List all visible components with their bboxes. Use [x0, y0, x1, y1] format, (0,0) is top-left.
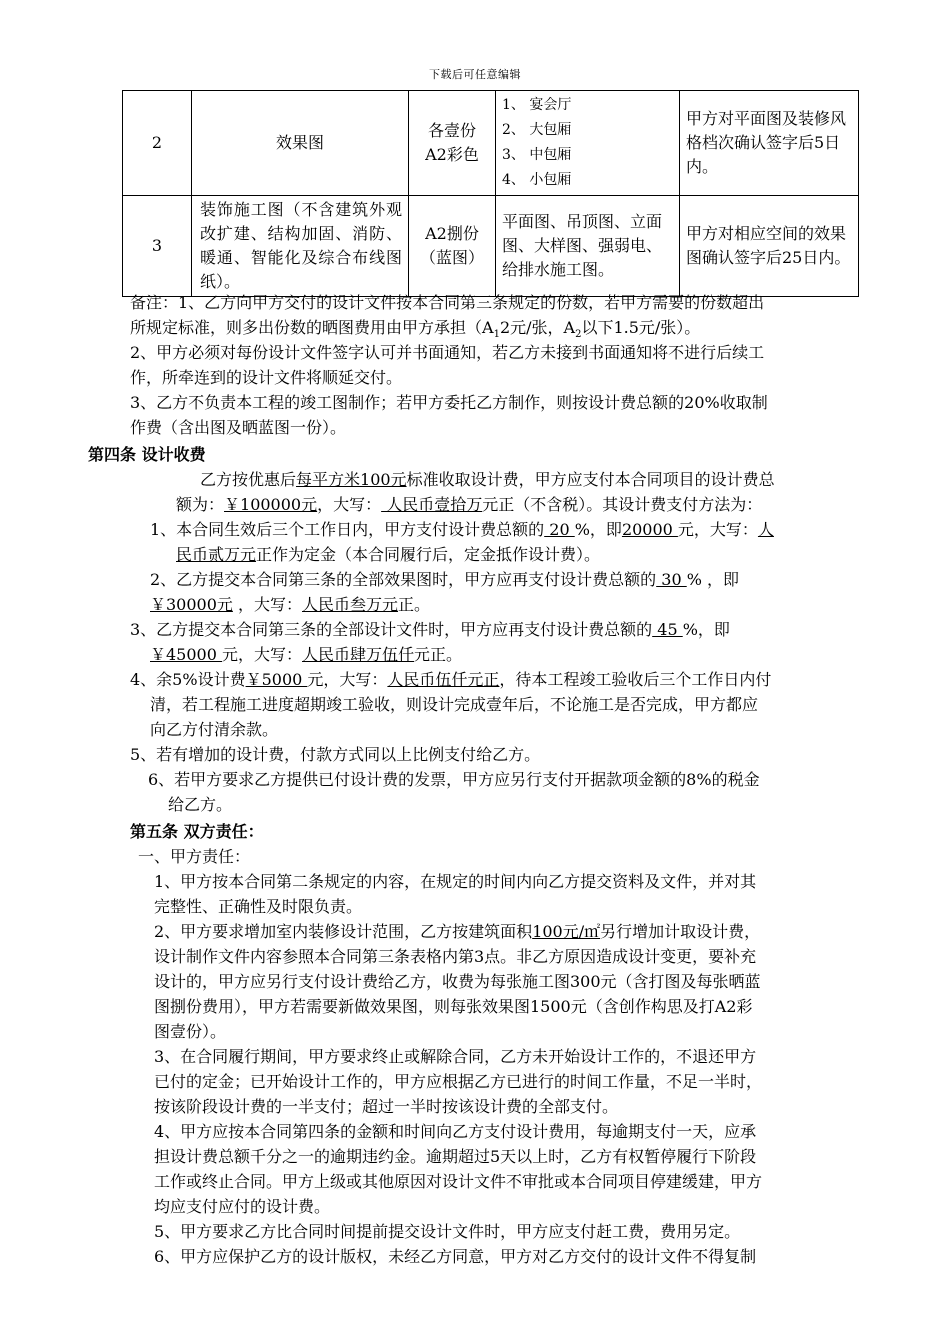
content-item: 1、 宴会厅 — [502, 97, 572, 113]
duty-line: 6、甲方应保护乙方的设计版权，未经乙方同意，甲方对乙方交付的设计文件不得复制 — [154, 1247, 757, 1266]
duty-line: 设计的，甲方应另行支付设计费给乙方，收费为每张施工图300元（含打图及每张晒蓝 — [154, 972, 761, 991]
duty-line: 4、甲方应按本合同第四条的金额和时间向乙方支付设计费用，每逾期支付一天，应承 — [154, 1122, 757, 1141]
row-number: 3 — [123, 196, 192, 297]
deliverable-name: 效果图 — [192, 91, 409, 196]
duty-line: 1、甲方按本合同第二条规定的内容，在规定的时间内向乙方提交资料及文件，并对其 — [154, 872, 757, 891]
table-row — [123, 91, 859, 196]
page-header-note: 下载后可任意编辑 — [429, 68, 521, 81]
payment-item: 6、若甲方要求乙方提供已付设计费的发票，甲方应另行支付开据款项金额的8%的税金 — [148, 770, 760, 789]
deadline-cell: 甲方对平面图及装修风格档次确认签字后5日内。 — [680, 91, 859, 196]
duty-line: 按该阶段设计费的一半支付；超过一半时按该设计费的全部支付。 — [154, 1097, 619, 1116]
payment-item: ￥30000元 ，大写：人民币叁万元正。 — [150, 595, 431, 614]
payment-item: 民币贰万元正作为定金（本合同履行后，定金抵作设计费）。 — [176, 545, 601, 564]
row-number: 2 — [123, 91, 192, 196]
remark-line: 所规定标准，则多出份数的晒图费用由甲方承担（$A_12$元/张，$A_2$以下1.5元/张）。 — [130, 318, 701, 341]
payment-item: 向乙方付清余款。 — [150, 720, 279, 739]
section-heading: 一、甲方责任： — [138, 847, 251, 866]
remark-line: 2、甲方必须对每份设计文件签字认可并书面通知，若乙方未接到书面通知将不进行后续工 — [130, 343, 765, 362]
duty-line: 担设计费总额千分之一的逾期违约金。逾期超过5天以上时，乙方有权暂停履行下阶段 — [154, 1147, 757, 1166]
quantity-cell: 各壹份 A2彩色 — [409, 91, 496, 196]
duty-line: 图捌份费用），甲方若需要新做效果图，则每张效果图1500元（含创作构思及打A2彩 — [154, 997, 753, 1016]
content-item: 4、 小包厢 — [502, 172, 572, 188]
payment-item: 3、乙方提交本合同第三条的全部设计文件时，甲方应再支付设计费总额的 45 %，即 — [130, 620, 730, 639]
duty-line: 设计制作文件内容参照本合同第三条表格内第3点。非乙方原因造成设计变更，要补充 — [154, 947, 757, 966]
article-five-title: 第五条 双方责任： — [130, 822, 264, 841]
remark-line: 作，所牵连到的设计文件将顺延交付。 — [130, 368, 403, 387]
deadline-cell: 甲方对相应空间的效果图确认签字后25日内。 — [680, 196, 859, 297]
content-cell — [496, 91, 680, 196]
fee-intro: 乙方按优惠后每平方米100元标准收取设计费，甲方应支付本合同项目的设计费总 — [200, 470, 775, 489]
design-deliverables-table — [122, 90, 859, 297]
article-four-title: 第四条 设计收费 — [88, 445, 206, 464]
duty-line: 完整性、正确性及时限负责。 — [154, 897, 363, 916]
duty-line: 已付的定金；已开始设计工作的，甲方应根据乙方已进行的时间工作量，不足一半时， — [154, 1072, 763, 1091]
table-row — [123, 196, 859, 297]
payment-item: ￥45000 元，大写：人民币肆万伍仟元正。 — [150, 645, 463, 664]
content-item: 2、 大包厢 — [502, 122, 572, 138]
duty-line: 2、甲方要求增加室内装修设计范围，乙方按建筑面积100元/㎡另行增加计取设计费， — [154, 922, 761, 941]
duty-line: 3、在合同履行期间，甲方要求终止或解除合同，乙方未开始设计工作的，不退还甲方 — [154, 1047, 757, 1066]
payment-item: 2、乙方提交本合同第三条的全部效果图时，甲方应再支付设计费总额的 30 % ，即 — [150, 570, 740, 589]
payment-item: 5、若有增加的设计费，付款方式同以上比例支付给乙方。 — [130, 745, 541, 764]
remark-line: 3、乙方不负责本工程的竣工图制作；若甲方委托乙方制作，则按设计费总额的20%收取制 — [130, 393, 768, 412]
duty-line: 工作或终止合同。甲方上级或其他原因对设计文件不审批或本合同项目停建缓建，甲方 — [154, 1172, 763, 1191]
content-cell: 平面图、吊顶图、立面图、大样图、强弱电、给排水施工图。 — [496, 196, 680, 297]
deliverable-name: 装饰施工图（不含建筑外观改扩建、结构加固、消防、暖通、智能化及综合布线图纸）。 — [192, 196, 409, 297]
payment-item: 4、余5%设计费￥5000 元，大写：人民币伍仟元正，待本工程竣工验收后三个工作日内付 — [130, 670, 772, 689]
contract-body — [0, 290, 950, 1269]
fee-intro: 额为：￥100000元，大写： 人民币壹拾万元正（不含税）。其设计费支付方法为： — [176, 495, 763, 514]
payment-item: 清，若工程施工进度超期竣工验收，则设计完成壹年后，不论施工是否完成，甲方都应 — [150, 695, 759, 714]
payment-item: 给乙方。 — [168, 795, 233, 814]
remark-line: 备注：1、乙方向甲方交付的设计文件按本合同第三条规定的份数，若甲方需要的份数超出 — [130, 293, 765, 312]
duty-line: 图壹份）。 — [154, 1022, 227, 1041]
quantity-cell: A2捌份（蓝图） — [409, 196, 496, 297]
duty-line: 5、甲方要求乙方比合同时间提前提交设计文件时，甲方应支付赶工费，费用另定。 — [154, 1222, 741, 1241]
content-item: 3、 中包厢 — [502, 147, 572, 163]
remark-line: 作费（含出图及晒蓝图一份）。 — [130, 418, 347, 437]
duty-line: 均应支付应付的设计费。 — [154, 1197, 331, 1216]
payment-item: 1、本合同生效后三个工作日内，甲方支付设计费总额的 20 %，即20000 元，大写：人 — [150, 520, 774, 539]
